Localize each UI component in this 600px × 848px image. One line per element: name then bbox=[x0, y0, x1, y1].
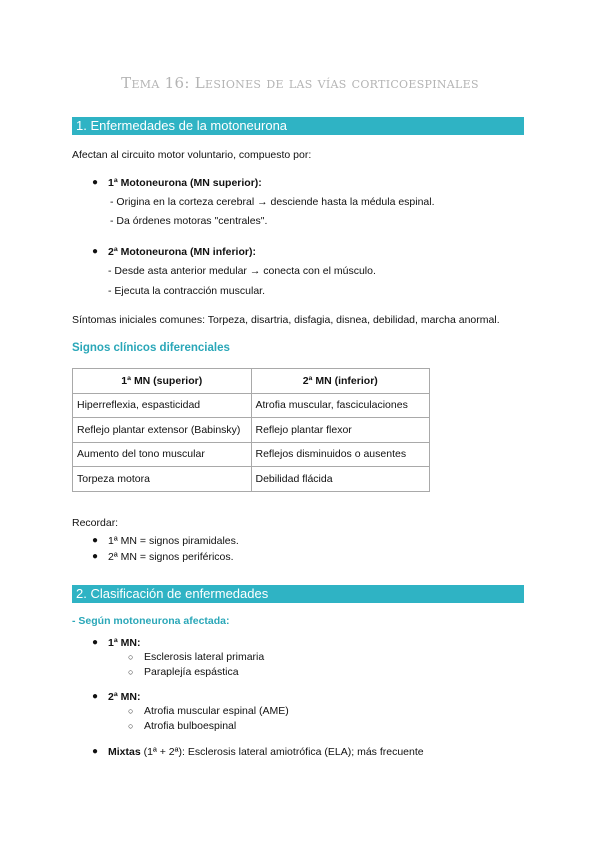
mixtas-paren: (1ª + 2ª) bbox=[143, 746, 183, 758]
circle-bullet-icon: ○ bbox=[128, 667, 134, 677]
table-cell: Reflejos disminuidos o ausentes bbox=[251, 442, 430, 467]
table-cell: Debilidad flácida bbox=[251, 467, 430, 492]
mixtas-label: Mixtas bbox=[108, 746, 141, 758]
signs-table bbox=[72, 368, 430, 492]
bullet-icon: ● bbox=[92, 246, 99, 257]
upper-mn-line: - Da órdenes motoras "centrales". bbox=[110, 215, 268, 227]
table-row bbox=[73, 442, 430, 467]
bullet-icon: ● bbox=[92, 177, 99, 188]
circle-bullet-icon: ○ bbox=[128, 721, 134, 731]
symptoms-text: Síntomas iniciales comunes: Torpeza, disartria, disfagia, disnea, debilidad, marcha anormal. bbox=[72, 314, 500, 326]
classification-subheading: - Según motoneurona afectada: bbox=[72, 615, 230, 627]
table-cell: Atrofia muscular, fasciculaciones bbox=[251, 393, 430, 418]
table-header: 1ª MN (superior) bbox=[73, 369, 252, 394]
table-cell: Hiperreflexia, espasticidad bbox=[73, 393, 252, 418]
table-header-row bbox=[73, 369, 430, 394]
table-cell: Reflejo plantar flexor bbox=[251, 418, 430, 443]
bullet-icon: ● bbox=[92, 746, 99, 757]
page-title: Tema 16: Lesiones de las vías corticoespinales bbox=[121, 74, 479, 92]
bullet-icon: ● bbox=[92, 535, 99, 546]
section-1-heading: 1. Enfermedades de la motoneurona bbox=[72, 117, 524, 135]
mn1-label: 1ª MN: bbox=[108, 637, 141, 649]
table-row bbox=[73, 418, 430, 443]
intro-text: Afectan al circuito motor voluntario, compuesto por: bbox=[72, 149, 312, 161]
table-cell: Aumento del tono muscular bbox=[73, 442, 252, 467]
bullet-icon: ● bbox=[92, 551, 99, 562]
mn1-item: Paraplejía espástica bbox=[144, 666, 239, 678]
mn2-label: 2ª MN: bbox=[108, 691, 141, 703]
mixtas-text: : Esclerosis lateral amiotrófica (ELA); más frecuente bbox=[182, 746, 424, 758]
signs-heading: Signos clínicos diferenciales bbox=[72, 342, 230, 354]
upper-mn-line: - Origina en la corteza cerebral → desciende hasta la médula espinal. bbox=[110, 196, 435, 208]
circle-bullet-icon: ○ bbox=[128, 652, 134, 662]
mn2-item: Atrofia muscular espinal (AME) bbox=[144, 705, 289, 717]
lower-mn-line: - Ejecuta la contracción muscular. bbox=[108, 285, 265, 297]
mn2-item: Atrofia bulboespinal bbox=[144, 720, 237, 732]
mn1-item: Esclerosis lateral primaria bbox=[144, 651, 265, 663]
section-2-heading: 2. Clasificación de enfermedades bbox=[72, 585, 524, 603]
mixtas-line bbox=[108, 745, 424, 759]
table-cell: Torpeza motora bbox=[73, 467, 252, 492]
table-header: 2ª MN (inferior) bbox=[251, 369, 430, 394]
table-cell: Reflejo plantar extensor (Babinsky) bbox=[73, 418, 252, 443]
table-row bbox=[73, 467, 430, 492]
circle-bullet-icon: ○ bbox=[128, 706, 134, 716]
bullet-icon: ● bbox=[92, 637, 99, 648]
table-row bbox=[73, 393, 430, 418]
remember-item: 1ª MN = signos piramidales. bbox=[108, 535, 239, 547]
lower-mn-label: 2ª Motoneurona (MN inferior): bbox=[108, 246, 256, 258]
bullet-icon: ● bbox=[92, 691, 99, 702]
remember-item: 2ª MN = signos periféricos. bbox=[108, 551, 234, 563]
upper-mn-label: 1ª Motoneurona (MN superior): bbox=[108, 177, 262, 189]
remember-label: Recordar: bbox=[72, 517, 119, 529]
lower-mn-line: - Desde asta anterior medular → conecta con el músculo. bbox=[108, 265, 376, 277]
